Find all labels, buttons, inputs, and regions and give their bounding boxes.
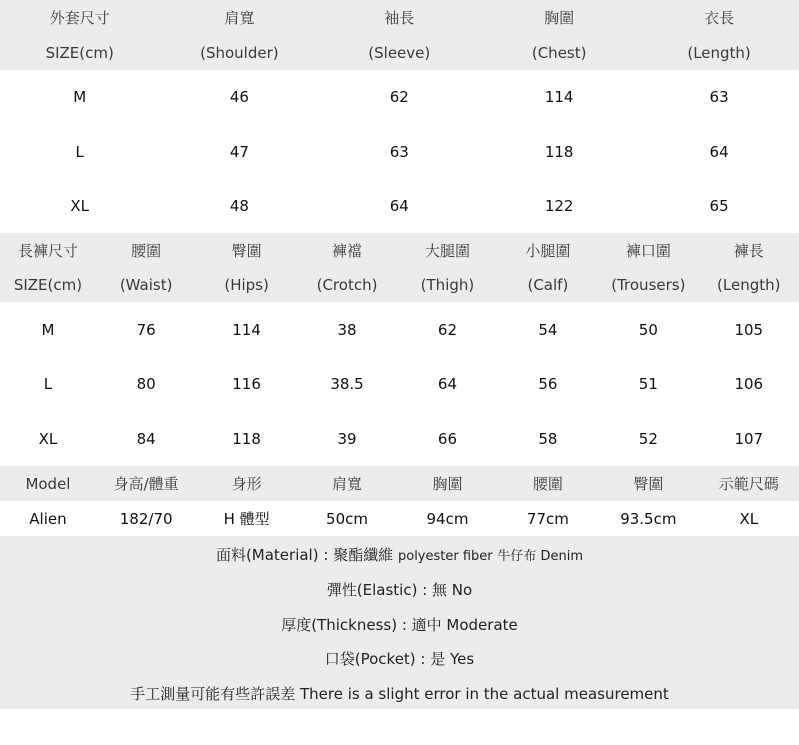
table-cell: 39 (337, 429, 357, 448)
table-cell: 50cm (326, 509, 368, 528)
table-row (0, 70, 799, 124)
header-cell: (Shoulder) (200, 43, 279, 62)
table-cell: 64 (437, 375, 458, 393)
header-cell: (Hips) (224, 275, 269, 294)
header-cell: 胸圍 (544, 9, 575, 27)
header-cell: 身高/體重 (113, 475, 179, 493)
table-cell: 50 (638, 320, 658, 339)
table-row (0, 124, 799, 179)
header-cell: 褲長 (733, 241, 764, 260)
table-cell: H 體型 (223, 510, 270, 528)
header-cell: 長褲尺寸 (17, 241, 78, 260)
header-cell: 褲襠 (332, 241, 363, 260)
elastic-note: 彈性(Elastic) : 無 No (326, 581, 473, 599)
table-row (0, 179, 799, 233)
size-label: L (75, 142, 84, 161)
table-row (0, 411, 799, 466)
header-cell: (Chest) (531, 43, 587, 62)
table-cell: 76 (136, 320, 156, 339)
header-cell: (Calf) (527, 275, 569, 294)
table-cell: 64 (389, 197, 409, 215)
model-name: Alien (29, 509, 67, 528)
table-cell: 107 (734, 429, 764, 448)
table-cell: 46 (229, 88, 249, 106)
header-cell: 衣長 (704, 9, 735, 27)
table-cell: 64 (709, 142, 729, 161)
table-cell: XL (739, 509, 759, 528)
jacket-header-en-row (0, 35, 799, 70)
table-cell: 106 (734, 375, 764, 393)
table-cell: 62 (437, 320, 458, 339)
size-label: M (73, 88, 87, 106)
header-cell: 胸圍 (432, 475, 463, 493)
jacket-header-cn-row (0, 0, 799, 35)
table-cell: 38 (337, 320, 357, 339)
table-cell: 77cm (526, 509, 569, 528)
header-cell: (Length) (717, 275, 781, 294)
table-cell: 62 (389, 88, 409, 106)
model-row (0, 501, 799, 536)
header-cell: 身形 (231, 475, 262, 493)
header-cell: 示範尺碼 (718, 475, 779, 493)
header-cell: 臀圍 (231, 241, 262, 260)
table-cell: 94cm (426, 509, 469, 528)
table-cell: 80 (136, 375, 156, 393)
header-cell: (Length) (687, 43, 751, 62)
material-note (0, 544, 799, 565)
header-cell: (Sleeve) (368, 43, 431, 62)
header-cell: (Waist) (119, 275, 173, 294)
header-cell: Model (25, 474, 71, 493)
pants-header-cn-row (0, 233, 799, 267)
header-cell: 肩寬 (332, 475, 363, 493)
table-cell: 116 (232, 375, 261, 393)
header-cell: (Crotch) (316, 275, 378, 294)
material-cn: 聚酯纖維 (333, 546, 394, 564)
table-cell: 47 (229, 142, 249, 161)
table-cell: 58 (538, 429, 558, 448)
table-cell: 48 (229, 197, 249, 215)
header-cell: 肩寬 (224, 9, 255, 27)
header-cell: 腰圍 (532, 475, 563, 493)
header-cell: 小腿圍 (525, 241, 571, 260)
pants-header-en-row (0, 267, 799, 302)
table-cell: 118 (232, 429, 261, 448)
header-cell: SIZE(cm) (13, 275, 83, 294)
table-row (0, 357, 799, 411)
header-cell: 袖長 (384, 9, 415, 27)
table-cell: 63 (709, 88, 729, 106)
model-header-row (0, 466, 799, 501)
table-cell: 65 (709, 197, 729, 215)
table-cell: 51 (638, 375, 658, 393)
header-cell: 外套尺寸 (49, 9, 110, 27)
measurement-error-note: 手工測量可能有些許誤差 There is a slight error in the actual measurement (130, 685, 669, 703)
size-label: XL (70, 197, 90, 215)
size-label: L (43, 375, 53, 393)
table-cell: 182/70 (119, 509, 173, 528)
table-cell: 118 (544, 142, 574, 161)
header-cell: SIZE(cm) (45, 43, 114, 62)
table-cell: 122 (544, 197, 574, 215)
thickness-note: 厚度(Thickness) : 適中 Moderate (281, 616, 518, 634)
pocket-note: 口袋(Pocket) : 是 Yes (324, 650, 475, 668)
header-cell: 褲口圍 (625, 241, 671, 260)
header-cell: (Trousers) (611, 275, 686, 294)
size-label: M (41, 320, 55, 339)
table-cell: 93.5cm (620, 509, 677, 528)
table-row (0, 302, 799, 357)
header-cell: 臀圍 (633, 475, 664, 493)
table-cell: 52 (638, 429, 658, 448)
header-cell: (Thigh) (420, 275, 475, 294)
material-denim: 牛仔布 Denim (497, 549, 584, 564)
header-cell: 腰圍 (131, 241, 162, 260)
material-label: 面料(Material) : (215, 546, 329, 564)
table-cell: 54 (538, 320, 558, 339)
table-cell: 66 (437, 429, 458, 448)
header-cell: 大腿圍 (424, 241, 470, 260)
table-cell: 56 (538, 375, 558, 393)
size-label: XL (38, 429, 58, 448)
table-cell: 114 (544, 88, 574, 106)
table-cell: 63 (389, 142, 409, 161)
table-cell: 84 (136, 429, 156, 448)
table-cell: 114 (232, 320, 261, 339)
material-en: polyester fiber (397, 549, 493, 564)
table-cell: 105 (734, 320, 764, 339)
table-cell: 38.5 (330, 375, 364, 393)
